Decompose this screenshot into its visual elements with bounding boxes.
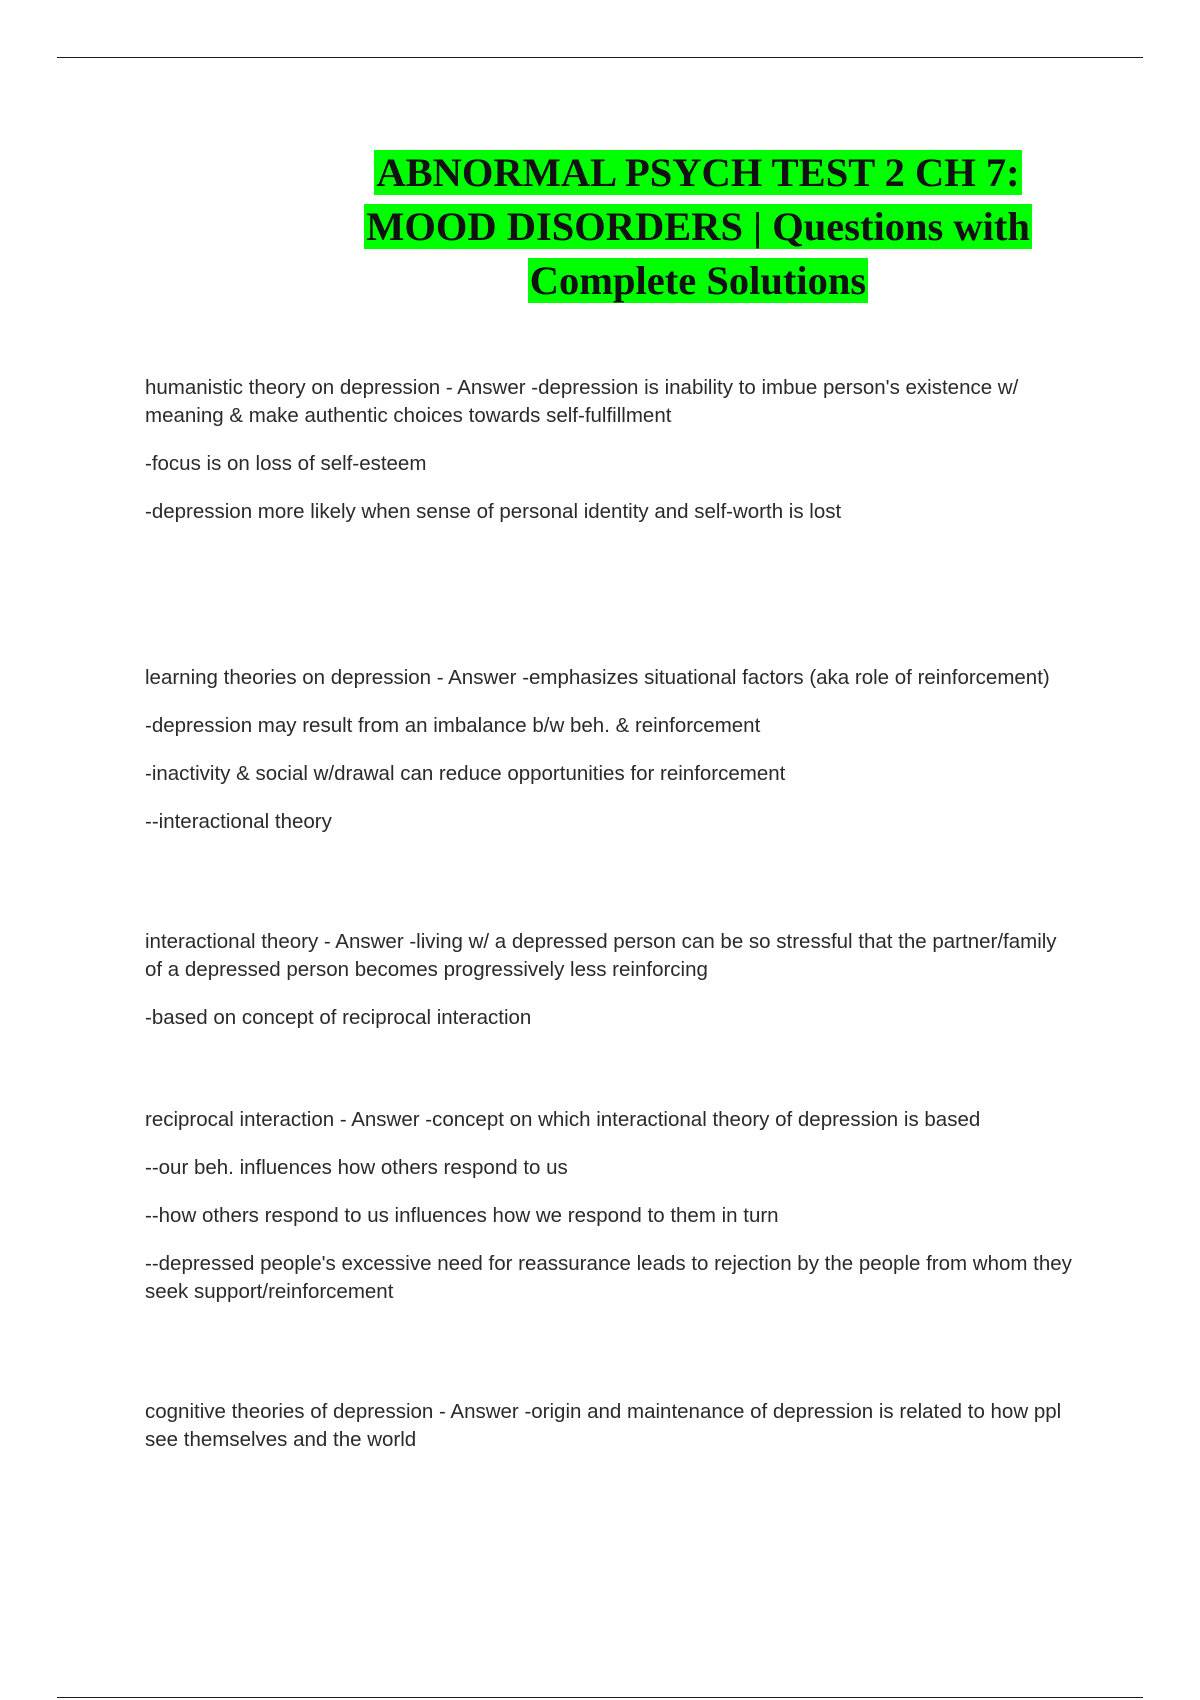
entry-line: --our beh. influences how others respond to us: [145, 1156, 568, 1179]
entry-line: -inactivity & social w/drawal can reduce opportunities for reinforcement: [145, 762, 786, 785]
title-line-2: MOOD DISORDERS | Questions with: [366, 204, 1030, 249]
qa-entry-cognitive: [145, 1398, 1075, 1454]
entry-line: humanistic theory on depression - Answer -depression is inability to imbue person's existence w/ meaning & make authentic choices towards self-fulfillment: [145, 376, 1019, 427]
entry-line: learning theories on depression - Answer -emphasizes situational factors (aka role of reinforcement): [145, 666, 1050, 689]
document-title: [318, 146, 1078, 308]
bottom-rule: [57, 1697, 1143, 1698]
qa-entry-interactional: [145, 928, 1075, 1032]
top-rule: [57, 57, 1143, 58]
qa-entry-humanistic: [145, 374, 1075, 526]
entry-line: -depression may result from an imbalance b/w beh. & reinforcement: [145, 714, 761, 737]
entry-line: interactional theory - Answer -living w/ a depressed person can be so stressful that the partner/family of a depressed person becomes progressively less reinforcing: [145, 930, 1057, 981]
entry-line: -depression more likely when sense of personal identity and self-worth is lost: [145, 500, 842, 523]
entry-line: --interactional theory: [145, 810, 332, 833]
entry-line: --how others respond to us influences how we respond to them in turn: [145, 1204, 779, 1227]
document-body: [145, 374, 1075, 1474]
entry-line: cognitive theories of depression - Answer -origin and maintenance of depression is related to how ppl see themselves and the world: [145, 1400, 1062, 1451]
entry-line: -based on concept of reciprocal interaction: [145, 1006, 532, 1029]
title-line-3: Complete Solutions: [529, 258, 867, 303]
entry-line: reciprocal interaction - Answer -concept on which interactional theory of depression is based: [145, 1108, 981, 1131]
qa-entry-reciprocal: [145, 1106, 1075, 1306]
qa-entry-learning: [145, 664, 1075, 836]
entry-line: -focus is on loss of self-esteem: [145, 452, 427, 475]
entry-line: --depressed people's excessive need for reassurance leads to rejection by the people from whom they seek support/reinforcement: [145, 1252, 1072, 1303]
title-line-1: ABNORMAL PSYCH TEST 2 CH 7:: [376, 150, 1020, 195]
